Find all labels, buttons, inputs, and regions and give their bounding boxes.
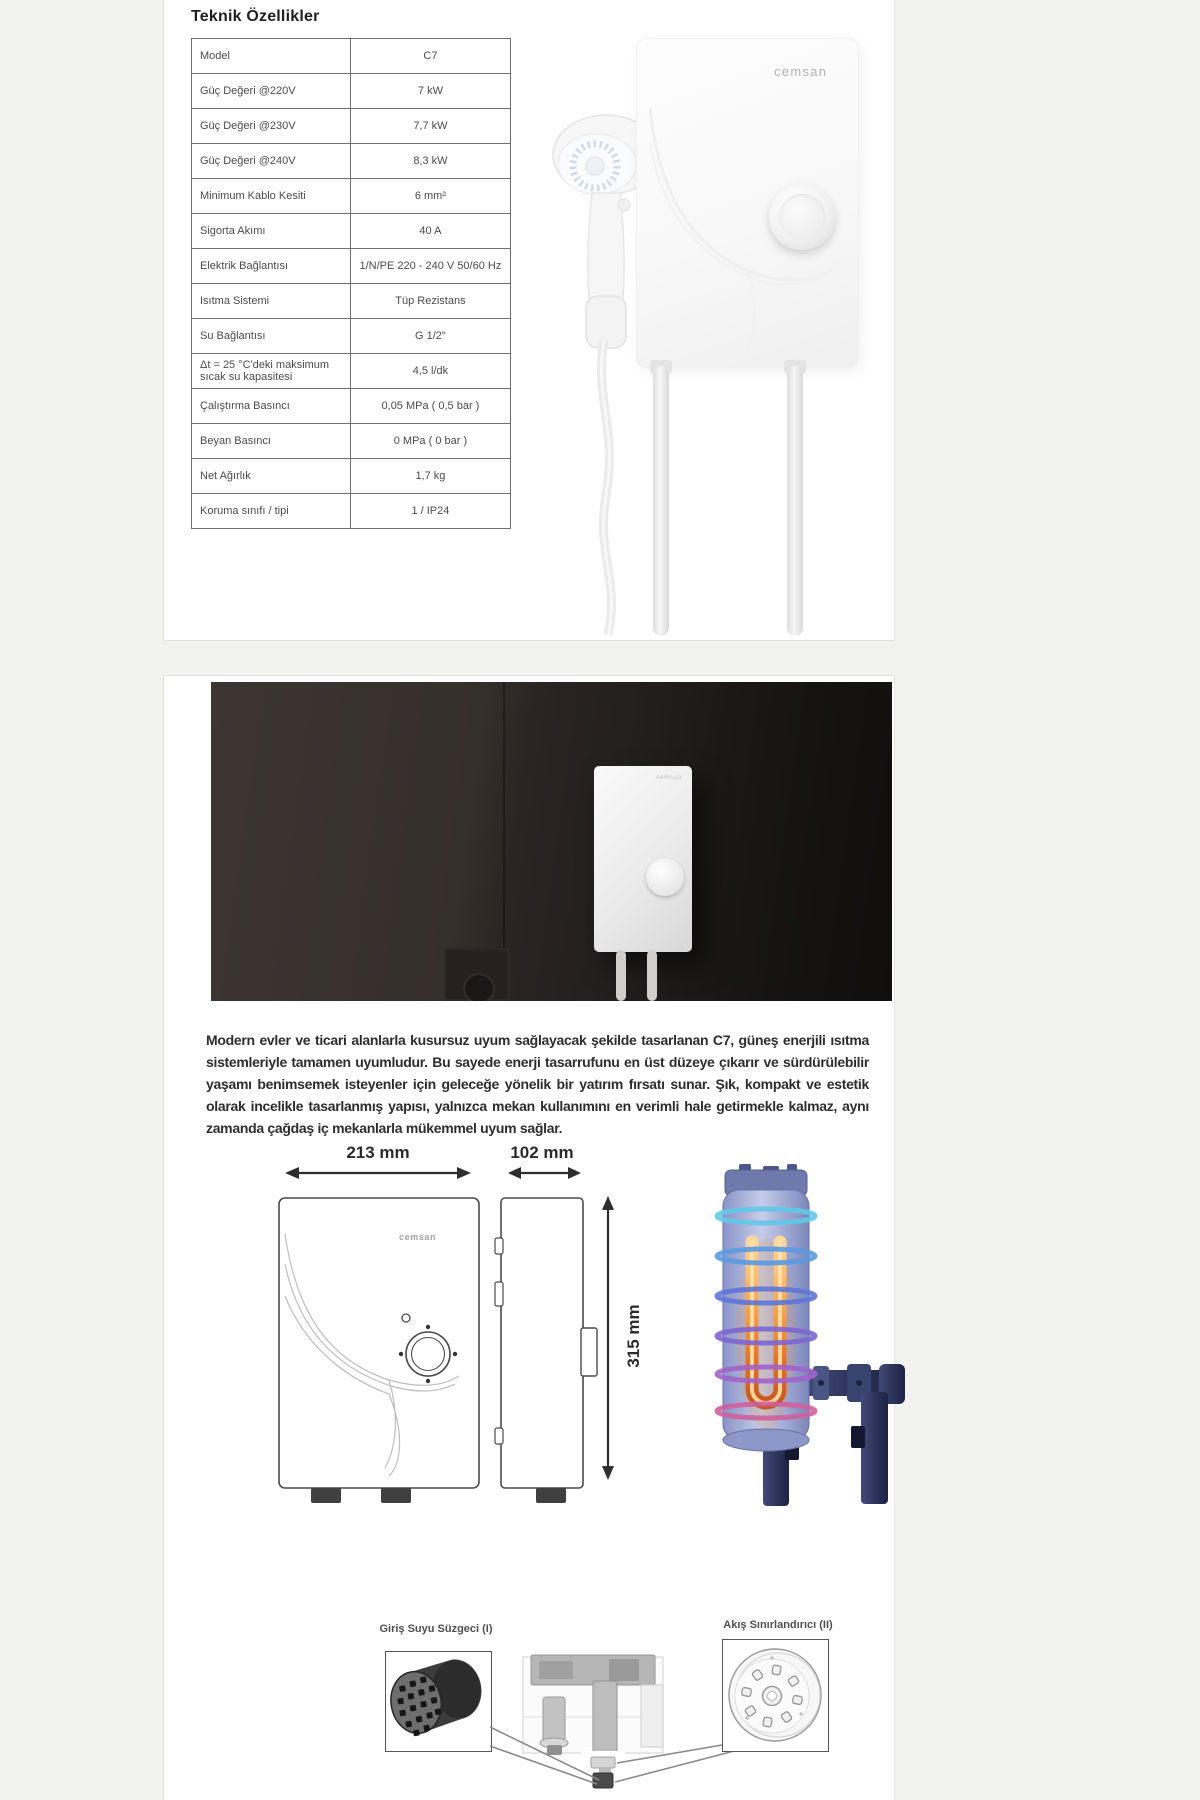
spec-label: Model [192,39,351,74]
table-row [192,319,511,354]
spec-label: Güç Değeri @240V [192,144,351,179]
spec-label: Koruma sınıfı / tipi [192,494,351,529]
width-dimension-label: 213 mm [346,1143,410,1162]
outlet-socket [463,973,495,1001]
description-text: Modern evler ve ticari alanlarla kusursuz uyum sağlayacak şekilde tasarlanan C7, güneş enerjili ısıtma sistemleriyle tamamen uyumludur. Bu sayede enerji tasarrufunu en üst düzeye çıkarır ve sürdürülebilir yaşamı benimsemek isteyenler için geleceğe yönelik bir yatırım fırsatı sunar. Şık, kompakt ve estetik olarak incelikle tasarlanmış yapısı, yalnızca mekan kullanımını en verimli hale getirmekle kalmaz, aynı zamanda çağdaş iç mekanlarla mükemmel uyum sağlar. [206,1032,869,1136]
spec-label: Su Bağlantısı [192,319,351,354]
spec-value: 7,7 kW [350,109,510,144]
brand-logo: cemsan [656,775,682,781]
height-dimension-label: 315 mm [624,1304,643,1368]
spec-value: 40 A [350,214,510,249]
table-row [192,249,511,284]
spec-label: Sigorta Akımı [192,214,351,249]
table-row [192,424,511,459]
spec-value: 1 / IP24 [350,494,510,529]
spec-label: Çalıştırma Basıncı [192,389,351,424]
spec-value: Tüp Rezistans [350,284,510,319]
table-row [192,179,511,214]
spec-value: 7 kW [350,74,510,109]
heating-element-image [701,1164,906,1509]
lifestyle-photo [211,682,892,1001]
product-photo [531,30,891,640]
table-row [192,109,511,144]
spec-value: G 1/2" [350,319,510,354]
table-row [192,354,511,389]
table-row [192,39,511,74]
table-row [192,74,511,109]
spec-value: 1,7 kg [350,459,510,494]
spec-value: C7 [350,39,510,74]
spec-value: 1/N/PE 220 - 240 V 50/60 Hz [350,249,510,284]
table-row [192,144,511,179]
technical-drawing [271,1146,631,1511]
water-hose [653,366,669,636]
spec-value: 8,3 kW [350,144,510,179]
table-row [192,214,511,249]
spec-label: Isıtma Sistemi [192,284,351,319]
spec-label: Elektrik Bağlantısı [192,249,351,284]
brand-logo: cemsan [399,1232,437,1242]
flow-restrictor-label: Akış Sınırlandırıcı (II) [723,1619,833,1631]
power-outlet [444,948,510,1001]
table-row [192,284,511,319]
spec-label: Δt = 25 °C'deki maksimum sıcak su kapasitesi [192,354,351,389]
spec-value: 0,05 MPa ( 0,5 bar ) [350,389,510,424]
water-hose [787,366,803,636]
spec-table [191,38,511,529]
spec-value: 0 MPa ( 0 bar ) [350,424,510,459]
water-hose [647,950,657,1001]
table-row [192,459,511,494]
heater-front-image [636,38,859,368]
flow-restrictor-box [722,1639,829,1752]
depth-dimension-label: 102 mm [510,1143,574,1162]
water-hose [616,950,626,1001]
spec-label: Beyan Basıncı [192,424,351,459]
heater-knob [646,858,684,896]
page-title: Teknik Özellikler [191,8,320,25]
spec-label: Güç Değeri @220V [192,74,351,109]
temperature-knob [769,184,835,250]
spec-label: Net Ağırlık [192,459,351,494]
table-row [192,494,511,529]
spec-label: Güç Değeri @230V [192,109,351,144]
table-row [192,389,511,424]
spec-value: 6 mm² [350,179,510,214]
flow-restrictor-image [723,1640,825,1748]
spec-label: Minimum Kablo Kesiti [192,179,351,214]
detail-section [163,675,895,1800]
spec-value: 4,5 l/dk [350,354,510,389]
brand-logo: cemsan [774,64,828,79]
mounted-heater [594,766,692,952]
spec-section [163,0,895,641]
inlet-strainer-label: Giriş Suyu Süzgeci (I) [379,1623,493,1635]
